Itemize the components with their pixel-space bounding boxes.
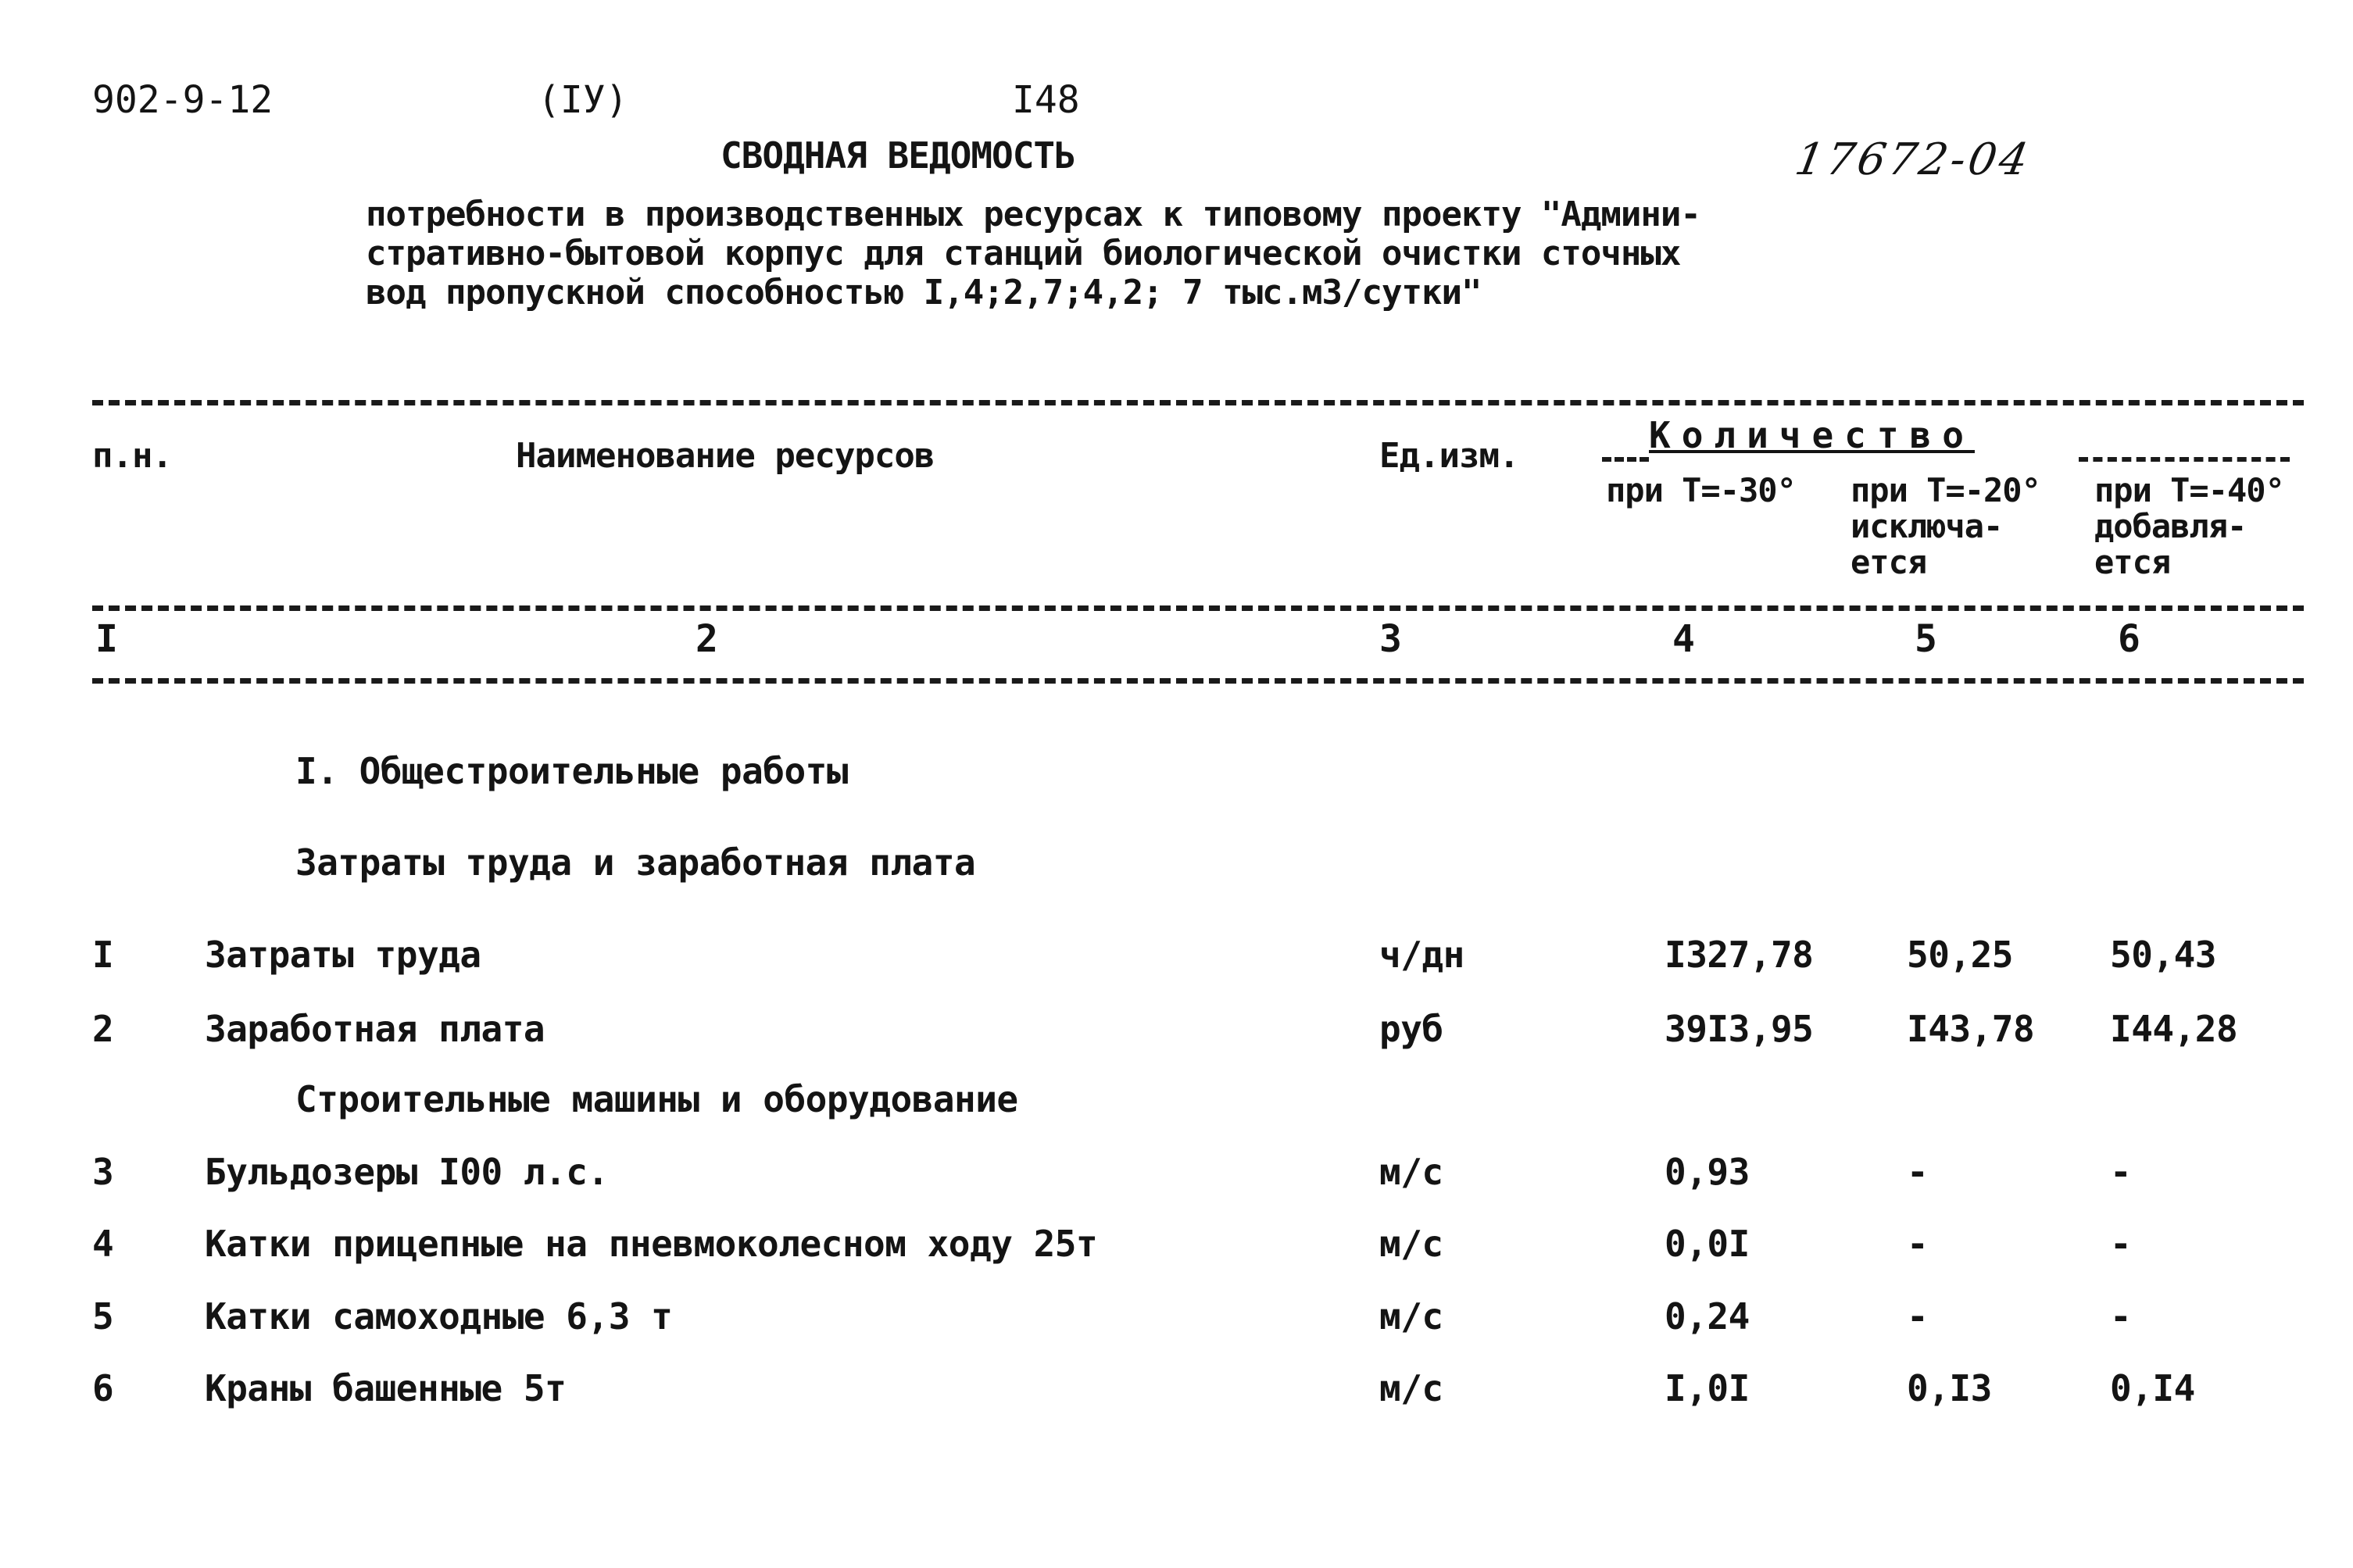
handwritten-number: 17672-04 [1791,134,2036,185]
subtitle-line: потребности в производственных ресурсах к типовому проекту "Админи- [366,195,1700,234]
col-header-num: п.н. [92,436,172,476]
qty-dash-right [2079,457,2290,462]
section-machines: Строительные машины и оборудование [295,1078,1018,1120]
qty-dash-left [1602,457,1649,462]
col-header-name: Наименование ресурсов [516,436,935,476]
table-row: 4 Катки прицепные на пневмоколесном ходу 25т м/с 0,0I - - [92,1223,2132,1265]
page-subtitle [366,195,1700,313]
table-row: 2 Заработная плата руб 39I3,95 I43,78 I44,28 [92,1008,2238,1050]
table-row: 3 Бульдозеры I00 л.с. м/с 0,93 - - [92,1151,2132,1193]
table-row: 6 Краны башенные 5т м/с I,0I 0,I3 0,I4 [92,1367,2195,1409]
table-top-rule [92,400,2304,405]
table-body-rule [92,678,2304,684]
subtitle-line: стративно-бытовой корпус для станций биологической очистки сточных [366,234,1681,273]
table-row: 5 Катки самоходные 6,3 т м/с 0,24 - - [92,1295,2132,1338]
col-header-q6: при Т=-40° добавля- ется [2094,471,2284,581]
doc-part: (IУ) [538,78,628,122]
col-header-q5: при Т=-20° исключа- ется [1851,471,2040,581]
col-number-6: 6 [2118,617,2140,661]
col-number-4: 4 [1672,617,1695,661]
section-general-works: I. Общестроительные работы [295,750,849,792]
col-header-unit: Ед.изм. [1379,436,1519,476]
subtitle-line: вод пропускной способностью I,4;2,7;4,2; 7 тыс.м3/сутки" [366,273,1482,313]
col-number-2: 2 [696,617,718,661]
table-header-rule [92,605,2304,611]
table-row: I Затраты труда ч/дн I327,78 50,25 50,43 [92,934,2216,976]
section-labor-costs: Затраты труда и заработная плата [295,841,976,884]
col-header-qty-group: Количество [1649,414,1975,456]
col-number-5: 5 [1915,617,1937,661]
col-header-q4: при Т=-30° [1606,471,1796,509]
doc-code: 902-9-12 [92,78,274,122]
col-number-3: 3 [1379,617,1402,661]
col-number-1: I [95,617,118,661]
page-title: СВОДНАЯ ВЕДОМОСТЬ [721,134,1075,177]
page-number: I48 [1012,78,1080,122]
